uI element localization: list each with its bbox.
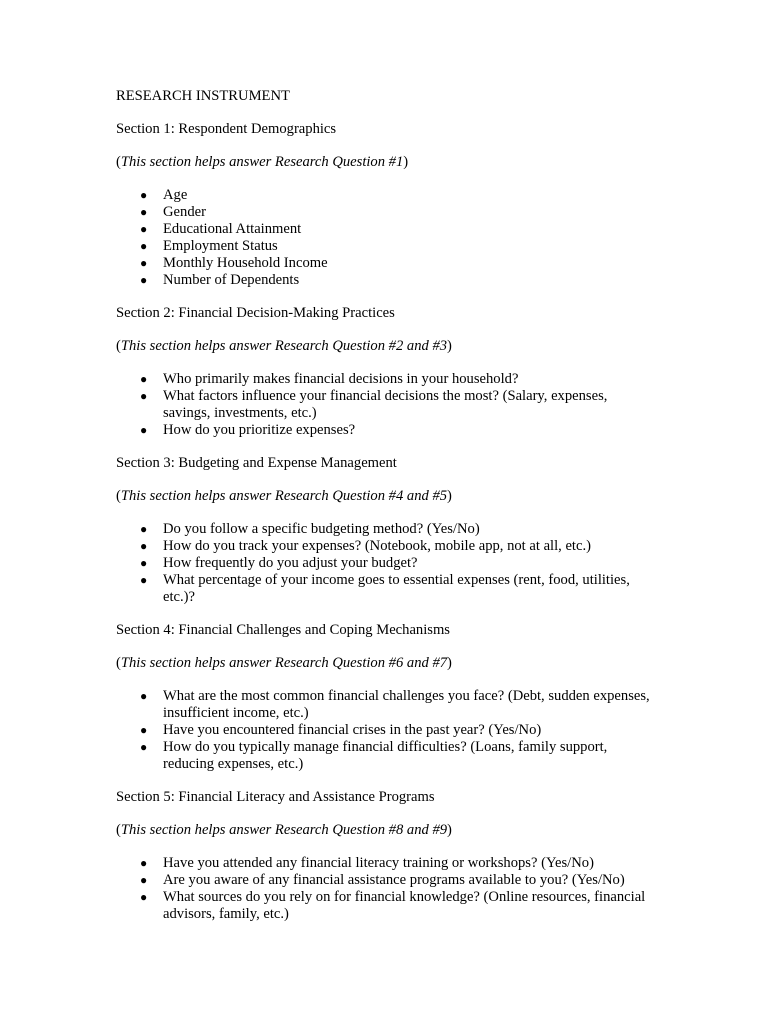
bullet-icon: ●	[140, 372, 148, 386]
list-item	[116, 688, 656, 722]
list-item	[116, 221, 656, 238]
note-close-paren: )	[447, 338, 452, 354]
section-4	[116, 622, 656, 773]
list-item	[116, 238, 656, 255]
list-item	[116, 889, 656, 923]
bullet-icon: ●	[140, 188, 148, 202]
note-open-paren: (	[116, 338, 121, 354]
list-item-text: Gender	[163, 204, 206, 220]
bullet-icon: ●	[140, 890, 148, 904]
bullet-icon: ●	[140, 539, 148, 553]
list-item	[116, 187, 656, 204]
section-5	[116, 789, 656, 923]
note-text: This section helps answer Research Question #4 and #5	[120, 488, 448, 504]
section-note	[116, 822, 656, 839]
bullet-icon: ●	[140, 273, 148, 287]
list-item	[116, 371, 656, 388]
section-note	[116, 655, 656, 672]
list-item-text: Employment Status	[163, 238, 278, 254]
list-item-text: What percentage of your income goes to essential expenses (rent, food, utilities, etc.)?	[163, 572, 630, 605]
note-text: This section helps answer Research Question #2 and #3	[120, 338, 448, 354]
section-heading: Section 4: Financial Challenges and Coping Mechanisms	[116, 622, 450, 638]
list-item-text: How do you track your expenses? (Notebook, mobile app, not at all, etc.)	[163, 538, 591, 554]
section-heading: Section 2: Financial Decision-Making Practices	[116, 305, 395, 321]
section-heading: Section 3: Budgeting and Expense Management	[116, 455, 397, 471]
bullet-icon: ●	[140, 256, 148, 270]
list-item-text: Do you follow a specific budgeting method? (Yes/No)	[163, 521, 480, 537]
document-body	[116, 88, 656, 923]
bullet-icon: ●	[140, 689, 148, 703]
list-item	[116, 388, 656, 422]
note-close-paren: )	[447, 655, 452, 671]
note-open-paren: (	[116, 488, 121, 504]
note-text: This section helps answer Research Question #6 and #7	[120, 655, 448, 671]
list-item-text: Have you attended any financial literacy training or workshops? (Yes/No)	[163, 855, 594, 871]
bullet-icon: ●	[140, 740, 148, 754]
section-heading: Section 1: Respondent Demographics	[116, 121, 337, 137]
section-note	[116, 154, 656, 171]
list-item-text: How do you prioritize expenses?	[163, 422, 356, 438]
bullet-icon: ●	[140, 723, 148, 737]
list-item-text: What factors influence your financial decisions the most? (Salary, expenses, savings, investments, etc.)	[163, 388, 608, 421]
section-note	[116, 488, 656, 505]
list-item	[116, 521, 656, 538]
list-item-text: How do you typically manage financial difficulties? (Loans, family support, reducing expenses, etc.)	[163, 739, 608, 772]
section-note	[116, 338, 656, 355]
bullet-icon: ●	[140, 873, 148, 887]
note-text: This section helps answer Research Question #8 and #9	[120, 822, 448, 838]
list-item	[116, 555, 656, 572]
list-item	[116, 739, 656, 773]
item-list	[116, 371, 656, 439]
list-item-text: Who primarily makes financial decisions in your household?	[163, 371, 519, 387]
document-title: RESEARCH INSTRUMENT	[116, 88, 290, 104]
bullet-icon: ●	[140, 222, 148, 236]
item-list	[116, 855, 656, 923]
bullet-icon: ●	[140, 423, 148, 437]
note-open-paren: (	[116, 655, 121, 671]
note-open-paren: (	[116, 154, 121, 170]
section-1	[116, 121, 656, 289]
list-item	[116, 722, 656, 739]
list-item-text: Monthly Household Income	[163, 255, 328, 271]
list-item	[116, 855, 656, 872]
bullet-icon: ●	[140, 573, 148, 587]
list-item-text: What sources do you rely on for financial knowledge? (Online resources, financial advisors, family, etc.)	[163, 889, 646, 922]
list-item	[116, 572, 656, 606]
bullet-icon: ●	[140, 205, 148, 219]
list-item	[116, 538, 656, 555]
section-3	[116, 455, 656, 606]
item-list	[116, 688, 656, 773]
list-item-text: Have you encountered financial crises in the past year? (Yes/No)	[163, 722, 542, 738]
list-item-text: Age	[163, 187, 188, 203]
list-item-text: Are you aware of any financial assistance programs available to you? (Yes/No)	[163, 872, 625, 888]
section-2	[116, 305, 656, 439]
list-item	[116, 272, 656, 289]
note-close-paren: )	[447, 822, 452, 838]
bullet-icon: ●	[140, 389, 148, 403]
item-list	[116, 521, 656, 606]
bullet-icon: ●	[140, 522, 148, 536]
bullet-icon: ●	[140, 856, 148, 870]
sections-container	[116, 121, 656, 923]
list-item-text: How frequently do you adjust your budget?	[163, 555, 418, 571]
note-text: This section helps answer Research Question #1	[120, 154, 404, 170]
note-close-paren: )	[447, 488, 452, 504]
list-item	[116, 204, 656, 221]
list-item-text: Educational Attainment	[163, 221, 302, 237]
note-close-paren: )	[403, 154, 409, 170]
list-item	[116, 872, 656, 889]
list-item	[116, 255, 656, 272]
list-item	[116, 422, 656, 439]
note-open-paren: (	[116, 822, 121, 838]
section-heading: Section 5: Financial Literacy and Assistance Programs	[116, 789, 435, 805]
item-list	[116, 187, 656, 289]
bullet-icon: ●	[140, 556, 148, 570]
list-item-text: What are the most common financial challenges you face? (Debt, sudden expenses, insufficient income, etc.)	[163, 688, 650, 721]
bullet-icon: ●	[140, 239, 148, 253]
list-item-text: Number of Dependents	[163, 272, 300, 288]
